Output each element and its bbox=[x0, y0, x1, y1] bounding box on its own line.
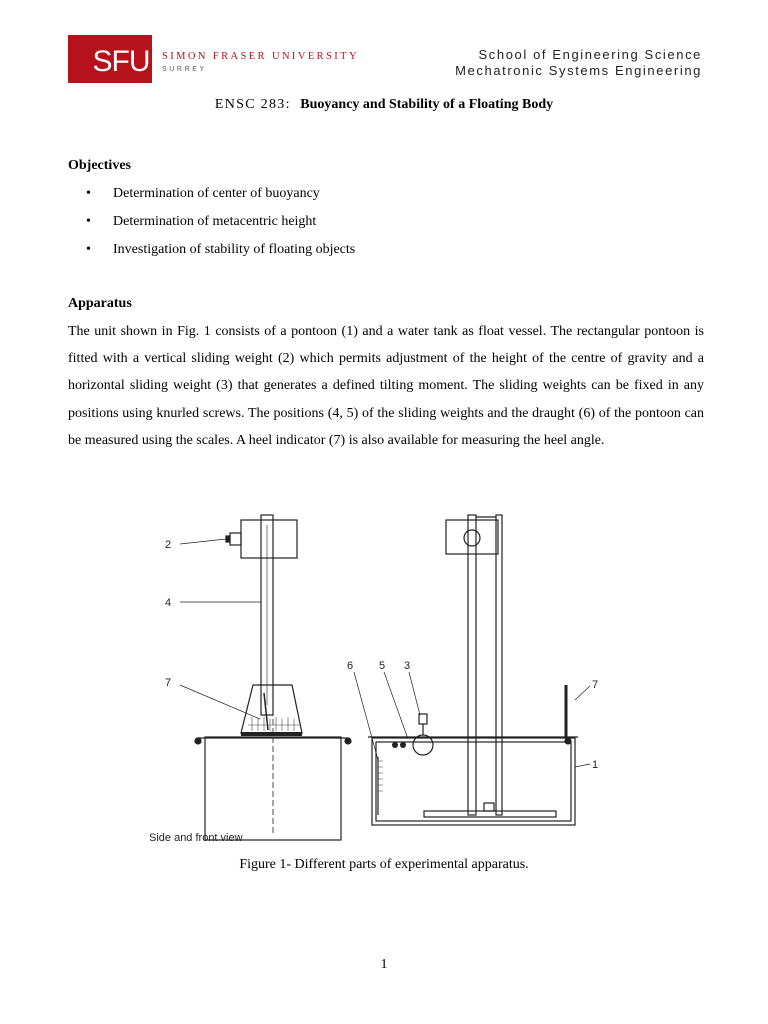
label-4: 4 bbox=[165, 597, 172, 609]
list-item: • Determination of metacentric height bbox=[86, 214, 317, 229]
list-item: • Investigation of stability of floating objects bbox=[86, 242, 356, 257]
front-base-plate bbox=[424, 811, 556, 817]
list-item: • Determination of center of buoyancy bbox=[86, 186, 320, 201]
label-6: 6 bbox=[347, 660, 354, 672]
university-name: SIMON FRASER UNIVERSITY bbox=[162, 51, 359, 62]
heel-pointer bbox=[264, 693, 268, 730]
apparatus-figure bbox=[150, 505, 610, 850]
label-3: 3 bbox=[404, 660, 411, 672]
page-number: 1 bbox=[380, 957, 388, 972]
label-2: 2 bbox=[165, 539, 172, 551]
front-mast bbox=[468, 515, 476, 815]
sfu-logo bbox=[68, 35, 372, 83]
objectives-heading: Objectives bbox=[68, 158, 131, 173]
campus-name: SURREY bbox=[162, 66, 207, 73]
heel-indicator-plate bbox=[241, 685, 302, 733]
objectives-list bbox=[86, 184, 355, 268]
school-header bbox=[455, 47, 702, 79]
lab-title: Buoyancy and Stability of a Floating Body bbox=[300, 97, 554, 112]
school-line-1: School of Engineering Science bbox=[478, 47, 702, 62]
label-5: 5 bbox=[379, 660, 386, 672]
apparatus-heading: Apparatus bbox=[68, 296, 132, 311]
course-code: ENSC 283: bbox=[214, 97, 291, 112]
side-pontoon bbox=[205, 737, 341, 840]
document-title bbox=[0, 97, 768, 113]
sfu-logo-text bbox=[162, 35, 359, 83]
figure-caption: Figure 1- Different parts of experimental apparatus. bbox=[239, 857, 529, 872]
label-7-side: 7 bbox=[165, 677, 172, 689]
label-1: 1 bbox=[592, 759, 599, 771]
sfu-logo-mark: SFU bbox=[68, 35, 152, 83]
front-tank bbox=[372, 738, 575, 825]
front-sliding-weight bbox=[446, 520, 498, 554]
front-rear-mast bbox=[496, 515, 502, 815]
apparatus-paragraph: The unit shown in Fig. 1 consists of a pontoon (1) and a water tank as float vessel. The rectangular pontoon is fitted with a vertical sliding weight (2) which permits adjustment of the height of the centre of gravity and a horizontal sliding weight (3) that generates a defined tilting moment. The sliding weights can be fixed in any positions using knurled screws. The positions (4, 5) of the sliding weights and the draught (6) of the pontoon can be measured using the scales. A heel indicator (7) is also available for measuring the heel angle. bbox=[68, 324, 704, 448]
view-label: Side and front view bbox=[150, 832, 243, 844]
label-7-front: 7 bbox=[592, 679, 599, 691]
school-line-2: Mechatronic Systems Engineering bbox=[455, 63, 702, 78]
apparatus-diagram bbox=[150, 505, 610, 850]
side-sliding-weight bbox=[241, 520, 297, 558]
